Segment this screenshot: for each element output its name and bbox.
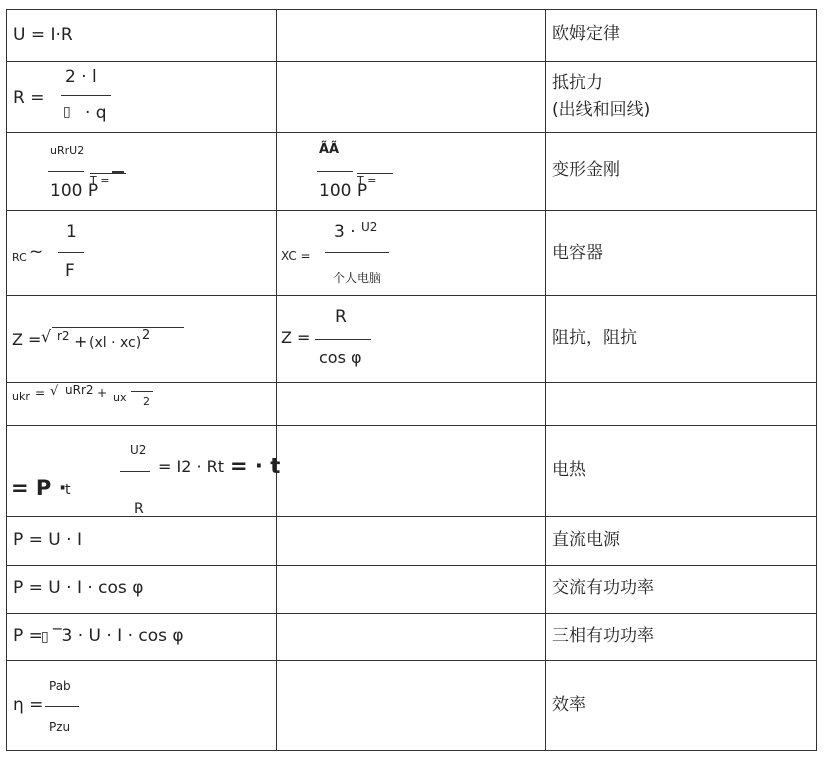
fraction-bar [90,173,126,174]
ac-power-formula: P = U · I · cos φ [13,578,144,598]
name-cell [546,383,817,426]
ohms-law-formula: U = I·R [13,25,73,45]
dc-power-formula: P = U · I [13,530,82,550]
formula-cell-a [7,383,277,426]
table-row [7,211,817,296]
fraction-bar [325,252,389,253]
tilde-mark: ~ [29,242,44,262]
formula-cell-a [7,10,277,62]
formula-cell-b [277,133,546,211]
impedance-phase-lhs: Z = [281,328,311,347]
fraction-bar [120,471,150,472]
impedance-name: 阻抗，阻抗 [552,328,637,348]
formula-cell-b [277,426,546,517]
transformer-tail: T = [90,174,110,187]
name-cell [546,517,817,566]
heat-name: 电热 [552,460,586,480]
resistance-numerator: 2 · l [65,67,97,87]
name-cell [546,62,817,133]
fraction-bar [48,171,84,172]
ohms-law-name: 欧姆定律 [552,24,620,44]
formula-table [6,9,817,751]
impedance-square: 2 [142,328,151,343]
capacitive-reactance-denominator: 个人电脑 [333,271,382,285]
heat-denominator: R [134,501,144,517]
table-row [7,62,817,133]
fraction-bar [58,252,84,253]
formula-cell-a [7,62,277,133]
formula-cell-a [7,296,277,383]
fraction-bar [315,339,371,340]
formula-cell-a [7,211,277,296]
ukr-lhs: ukr [12,390,30,403]
efficiency-name: 效率 [552,695,586,715]
table-row [7,614,817,661]
formula-cell-a [7,566,277,614]
formula-cell-a [7,426,281,517]
name-cell [546,133,817,211]
capacitive-reactance-numerator: 3 · [334,222,356,242]
fraction-bar [317,171,353,172]
ukr-square: 2 [143,395,150,408]
table-row [7,661,817,751]
resistance-subname: (出线和回线) [552,100,651,120]
capacitive-reactance-sup: U2 [361,220,378,234]
efficiency-lhs: η = [13,695,44,715]
table-row [7,426,817,517]
name-cell [546,566,817,614]
ukr-equals: = [35,386,46,400]
table-row [7,133,817,211]
efficiency-denominator: Pzu [49,720,71,734]
ukr-term-a: uRr2 [65,383,94,397]
three-phase-prefix: P = [13,626,43,646]
resistance-lhs: R = [13,88,45,108]
resistance-name: 抵抗力 [552,73,603,93]
fraction-bar [45,706,79,707]
fraction-bar [61,95,111,96]
dc-power-name: 直流电源 [552,530,620,550]
name-cell [546,211,817,296]
formula-cell-a [7,614,277,661]
transformer-numerator: uRrU2 [50,144,85,157]
table-row [7,296,817,383]
efficiency-numerator: Pab [49,679,71,693]
formula-cell-b [277,383,546,426]
formula-cell-b [277,517,546,566]
ac-power-name: 交流有功功率 [552,578,654,598]
name-cell [546,661,817,751]
formula-cell-b [277,661,546,751]
name-cell [546,614,817,661]
three-phase-formula: ‾3 · U · I · cos φ [53,626,184,646]
transformer-denominator-b: 100 P [319,181,368,201]
ukr-plus: + [97,386,108,400]
ukr-term-b: ux [113,391,127,404]
formula-cell-b [277,566,546,614]
formula-cell-b [277,62,546,133]
placeholder-glyph: ▯ [41,629,49,645]
radical-bar [131,391,153,392]
capacitor-denominator: F [65,261,75,281]
transformer-denominator: 100 P [50,181,99,201]
formula-cell-a [7,517,277,566]
heat-numerator: U2 [130,443,147,457]
name-cell [546,426,817,517]
impedance-phase-numerator: R [335,307,347,327]
radical-sign: √ [41,327,52,346]
impedance-reactance: (xl · xc) [89,335,142,351]
impedance-phase-denominator: cos φ [319,348,362,367]
capacitive-reactance-lhs: XC = [281,249,311,263]
transformer-numerator-b: ÃÃ [319,142,340,157]
formula-cell-a [7,661,277,751]
table-row [7,566,817,614]
impedance-r-squared: r2 [57,329,70,343]
formula-cell-b [277,211,546,296]
heat-tail: = · t [230,454,281,478]
resistance-denominator: · q [85,103,107,123]
radical-sign: √ [50,384,59,399]
heat-middle: = I2 · Rt [158,457,225,476]
placeholder-glyph: ▯ [63,104,71,120]
capacitor-lhs: RC [12,251,27,264]
dash-mark [112,171,124,173]
formula-cell-b [277,296,546,383]
heat-lead: = P · [11,476,67,500]
formula-cell-a [7,133,277,211]
transformer-tail-b: T = [357,174,377,187]
impedance-lhs: Z = [12,330,42,349]
capacitor-numerator: 1 [66,222,77,242]
table-row [7,383,817,426]
radical-bar [52,327,184,328]
name-cell [546,296,817,383]
formula-cell-b [277,614,546,661]
name-cell [546,10,817,62]
table-row [7,517,817,566]
capacitor-name: 电容器 [552,243,603,263]
impedance-plus: + [74,332,88,351]
fraction-bar [357,173,393,174]
formula-cell-b [277,10,546,62]
three-phase-name: 三相有功功率 [552,626,654,646]
heat-time: t [65,482,71,498]
transformer-name: 变形金刚 [552,160,620,180]
table-row [7,10,817,62]
